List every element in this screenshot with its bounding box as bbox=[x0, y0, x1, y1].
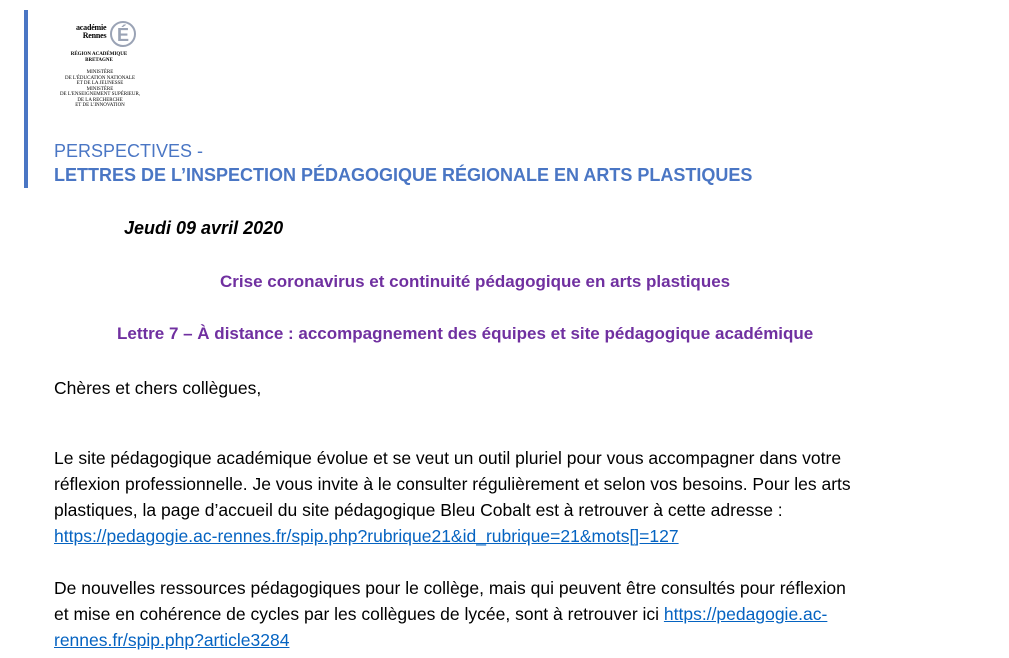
paragraph-line: réflexion professionnelle. Je vous invite à le consulter régulièrement et selon vos besoins. Pour les arts bbox=[54, 474, 851, 494]
paragraph-line: Le site pédagogique académique évolue et se veut un outil pluriel pour vous accompagner dans votre bbox=[54, 448, 842, 468]
logo-region-line: RÉGION ACADÉMIQUE bbox=[70, 52, 128, 57]
greeting: Chères et chers collègues, bbox=[54, 378, 262, 398]
header-title: LETTRES DE L’INSPECTION PÉDAGOGIQUE RÉGIONALE EN ARTS PLASTIQUES bbox=[54, 165, 753, 185]
paragraph-resources bbox=[54, 575, 954, 653]
logo-academie-text bbox=[76, 24, 106, 40]
paragraph-site bbox=[54, 445, 954, 549]
logo-ministry-line: ET DE L'INNOVATION bbox=[75, 103, 125, 108]
academie-logo bbox=[50, 12, 160, 112]
logo-ministry-line: DE LA RECHERCHE bbox=[77, 97, 123, 103]
logo-ministry-line: DE L'ÉDUCATION NATIONALE bbox=[64, 75, 136, 81]
logo-ministry-line: MINISTÈRE bbox=[86, 70, 114, 75]
logo-rennes-line: Rennes bbox=[82, 31, 107, 40]
logo-e-letter: É bbox=[116, 25, 130, 45]
logo-ministries bbox=[50, 70, 150, 109]
article-link[interactable]: https://pedagogie.ac- bbox=[663, 604, 828, 624]
paragraph-line: De nouvelles ressources pédagogiques pour le collège, mais qui peuvent être consultés pour réflexion bbox=[54, 578, 846, 598]
logo-ministry-line: MINISTÈRE bbox=[86, 86, 114, 92]
logo-region-line: BRETAGNE bbox=[85, 58, 113, 63]
logo-ministry-line: DE L'ENSEIGNEMENT SUPÉRIEUR, bbox=[59, 92, 141, 97]
subtitle-crisis: Crise coronavirus et continuité pédagogique en arts plastiques bbox=[220, 272, 731, 291]
article-link-continuation[interactable]: rennes.fr/spip.php?article3284 bbox=[54, 630, 290, 650]
logo-academie-line: académie bbox=[76, 23, 107, 32]
header-perspectives: PERSPECTIVES - bbox=[54, 141, 204, 161]
logo-ministry-line: ET DE LA JEUNESSE bbox=[76, 81, 124, 86]
logo-region bbox=[64, 52, 134, 64]
paragraph-line: et mise en cohérence de cycles par les collègues de lycée, sont à retrouver ici bbox=[54, 604, 664, 624]
left-margin-rule bbox=[24, 10, 28, 188]
letter-date: Jeudi 09 avril 2020 bbox=[124, 218, 284, 238]
bleu-cobalt-link[interactable]: https://pedagogie.ac-rennes.fr/spip.php?rubrique21&id_rubrique=21&mots[]=127 bbox=[54, 526, 679, 546]
logo-e-icon bbox=[108, 10, 138, 50]
paragraph-line: plastiques, la page d’accueil du site pédagogique Bleu Cobalt est à retrouver à cette adresse : bbox=[54, 500, 783, 520]
subtitle-letter: Lettre 7 – À distance : accompagnement des équipes et site pédagogique académique bbox=[117, 324, 814, 343]
